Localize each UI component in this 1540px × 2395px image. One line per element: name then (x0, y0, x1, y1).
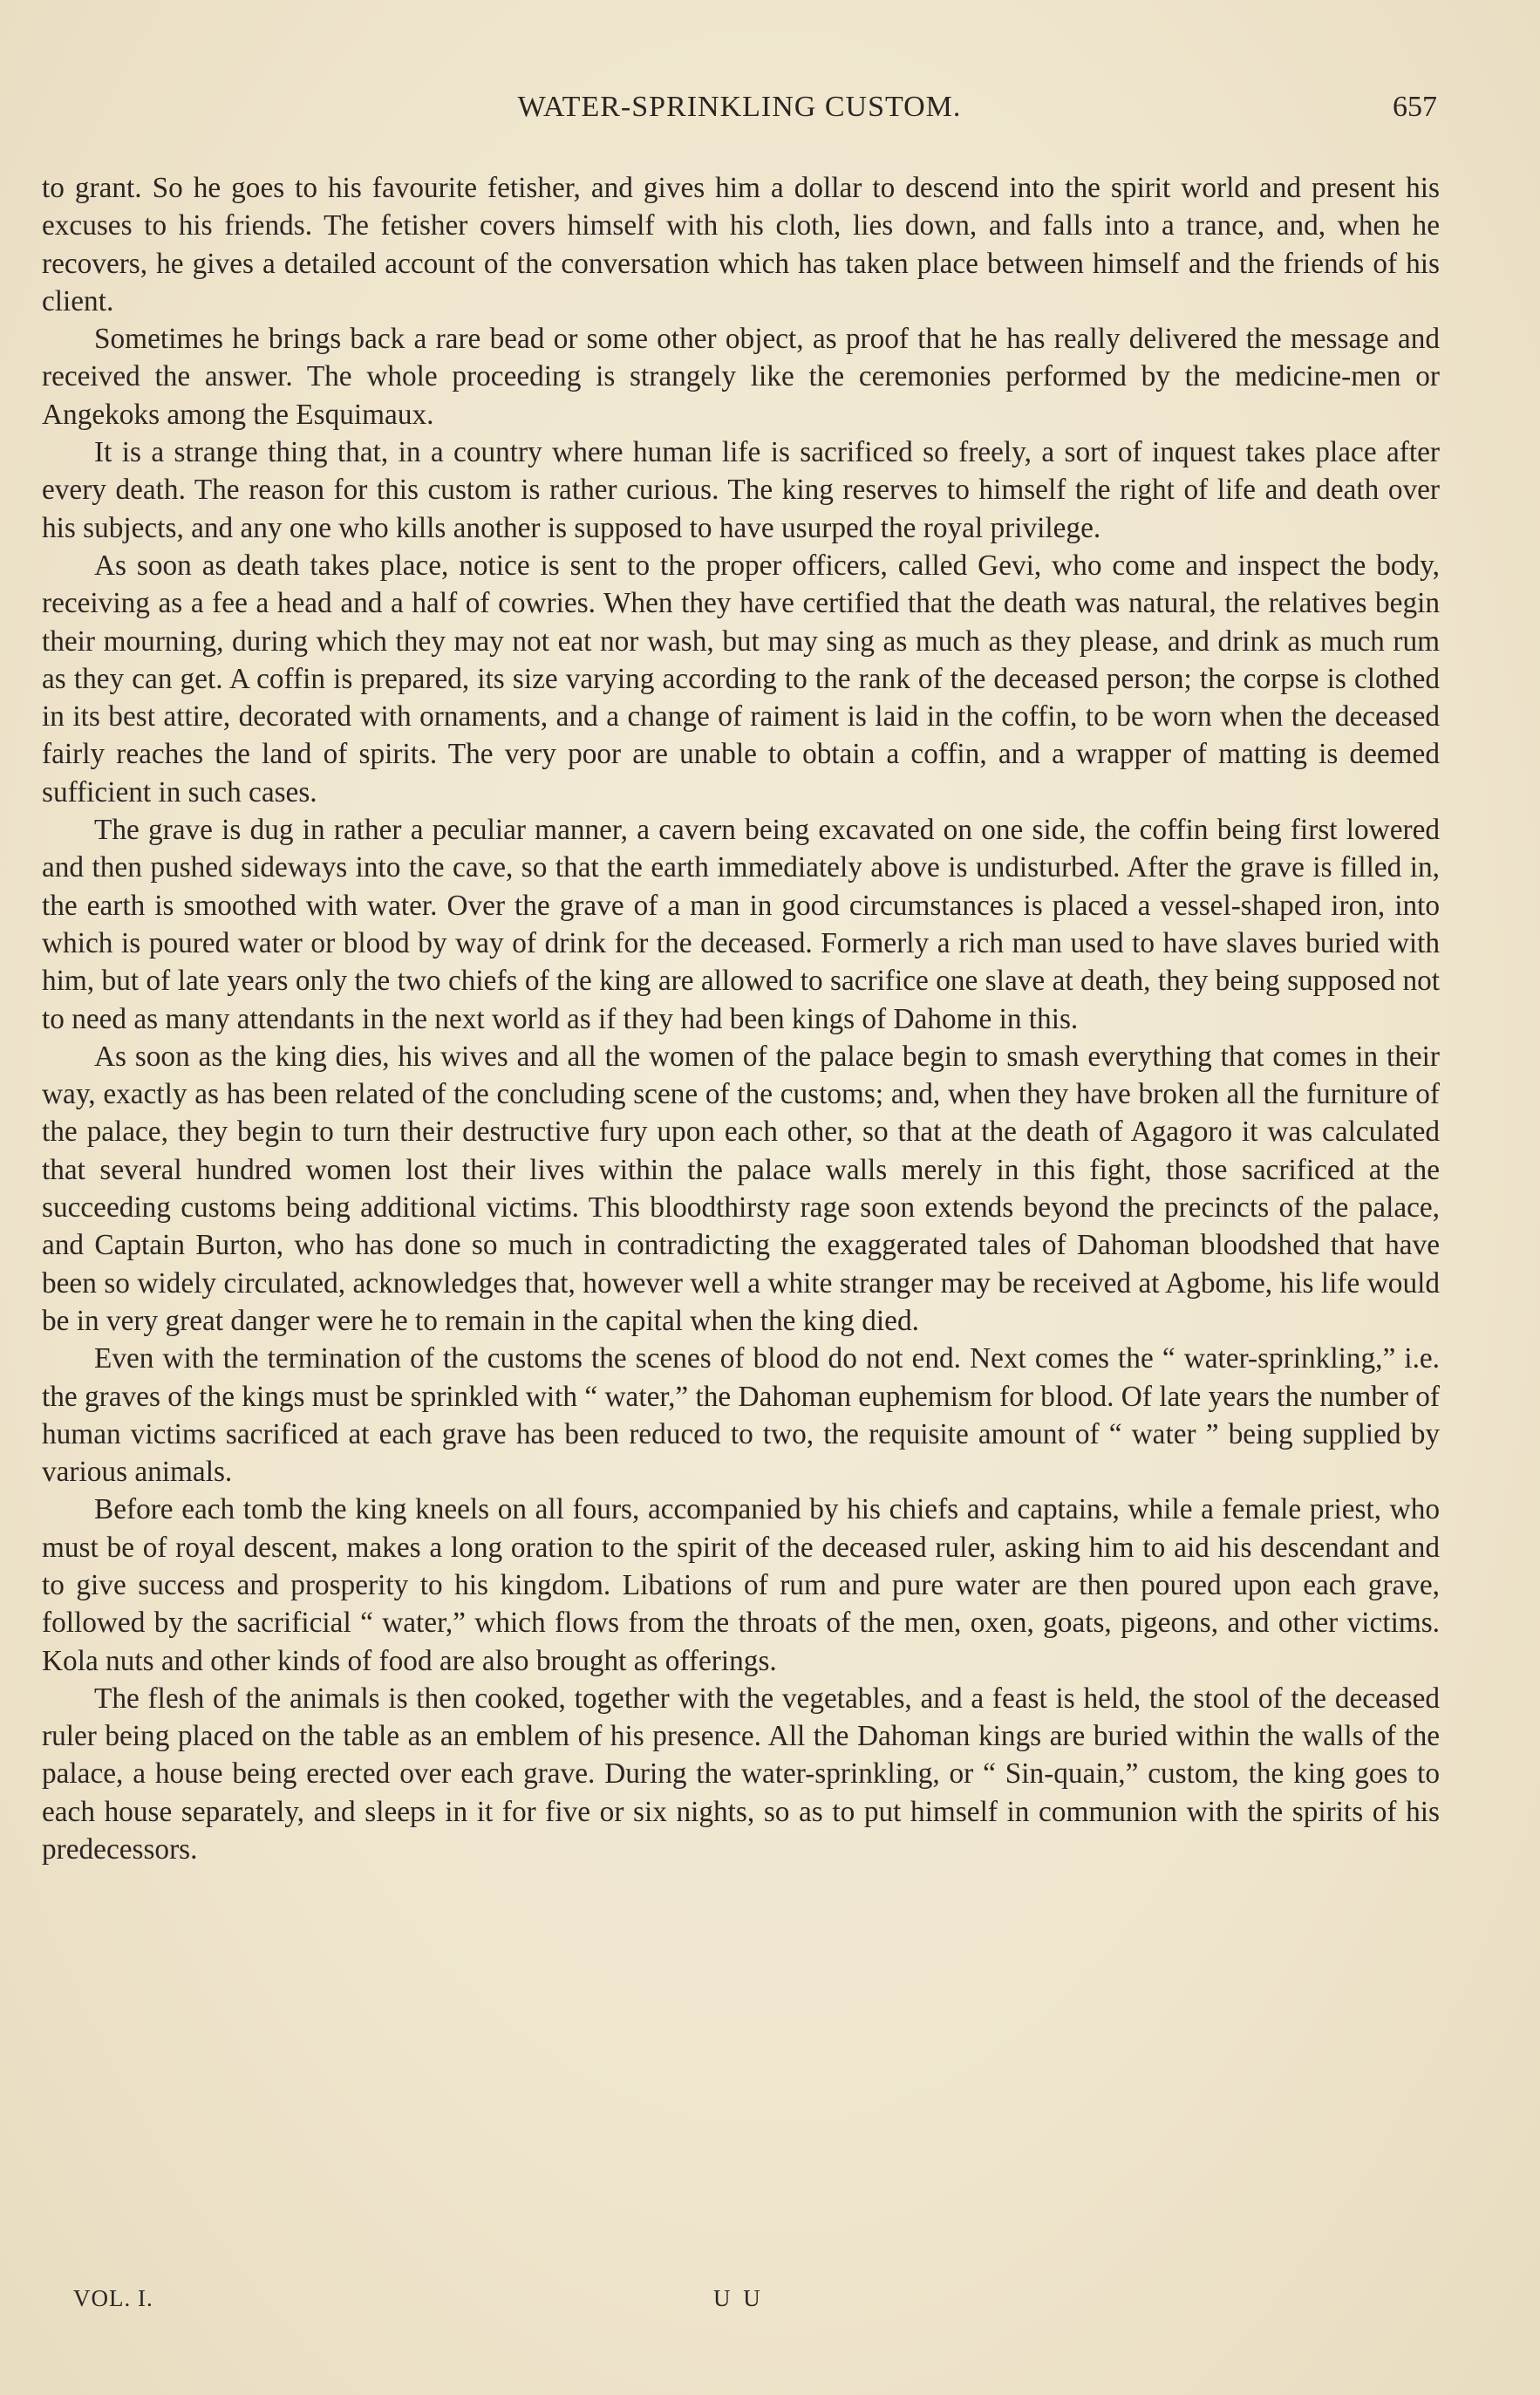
running-head: WATER-SPRINKLING CUSTOM. (517, 91, 962, 123)
page-footer (42, 2285, 1437, 2320)
paragraph: As soon as the king dies, his wives and all the women of the palace begin to smash everything that comes in their way, exactly as has been related of the concluding scene of the customs; and, when they have broken all the furniture of the palace, they begin to turn their destructive fury upon each other, so that at the death of Agagoro it was calculated that several hundred women lost their lives within the palace walls merely in this fight, those sacrificed at the succeeding customs being additional victims. This bloodthirsty rage soon extends beyond the precincts of the palace, and Captain Burton, who has done so much in contradicting the exaggerated tales of Dahoman bloodshed that have been so widely circulated, acknowledges that, however well a white stranger may be received at Agbome, his life would be in very great danger were he to remain in the capital when the king died. (42, 1040, 1440, 1337)
paragraph: Even with the termination of the customs the scenes of blood do not end. Next comes the “ water-sprinkling,” i.e. the graves of the kings must be sprinkled with “ water,” the Dahoman euphemism for blood. Of late years the number of human victims sacrificed at each grave has been reduced to two, the requisite amount of “ water ” being supplied by various animals. (42, 1342, 1440, 1489)
page-header (42, 91, 1437, 134)
paragraph: The grave is dug in rather a peculiar manner, a cavern being excavated on one side, the coffin being first lowered and then pushed sideways into the cave, so that the earth immediately above is undisturbed. After the grave is filled in, the earth is smoothed with water. Over the grave of a man in good circumstances is placed a vessel-shaped iron, into which is poured water or blood by way of drink for the deceased. Formerly a rich man used to have slaves buried with him, but of late years only the two chiefs of the king are allowed to sacrifice one slave at death, they being supposed not to need as many attendants in the next world as if they had been kings of Dahome in this. (42, 814, 1440, 1035)
paragraph: to grant. So he goes to his favourite fetisher, and gives him a dollar to descend into the spirit world and present his excuses to his friends. The fetisher covers himself with his cloth, lies down, and falls into a trance, and, when he recovers, he gives a detailed account of the conversation which has taken place between himself and the friends of his client. (42, 172, 1440, 317)
signature-mark: U U (713, 2285, 764, 2311)
volume-marker: VOL. I. (73, 2285, 153, 2311)
paragraph: As soon as death takes place, notice is sent to the proper officers, called Gevi, who come and inspect the body, receiving as a fee a head and a half of cowries. When they have certified that the death was natural, the relatives begin their mourning, during which they may not eat nor wash, but may sing as much as they please, and drink as much rum as they can get. A coffin is prepared, its size varying according to the rank of the deceased person; the corpse is clothed in its best attire, decorated with ornaments, and a change of raiment is laid in the coffin, to be worn when the deceased fairly reaches the land of spirits. The very poor are unable to obtain a coffin, and a wrapper of matting is deemed sufficient in such cases. (42, 549, 1440, 809)
paragraph: Before each tomb the king kneels on all fours, accompanied by his chiefs and captains, while a female priest, who must be of royal descent, makes a long oration to the spirit of the deceased ruler, asking him to aid his descendant and to give success and prosperity to his kingdom. Libations of rum and pure water are then poured upon each grave, followed by the sacrificial “ water,” which flows from the throats of the men, oxen, goats, pigeons, and other victims. Kola nuts and other kinds of food are also brought as offerings. (42, 1493, 1440, 1677)
paragraph: The flesh of the animals is then cooked, together with the vegetables, and a feast is held, the stool of the deceased ruler being placed on the table as an emblem of his presence. All the Dahoman kings are buried within the walls of the palace, a house being erected over each grave. During the water-sprinkling, or “ Sin-quain,” custom, the king goes to each house separately, and sleeps in it for five or six nights, so as to put himself in communion with the spirits of his predecessors. (42, 1682, 1440, 1866)
paragraph: Sometimes he brings back a rare bead or some other object, as proof that he has really delivered the message and received the answer. The whole proceeding is strangely like the ceremonies performed by the medicine-men or Angekoks among the Esquimaux. (42, 323, 1440, 431)
body-text (42, 169, 1440, 1868)
paragraph: It is a strange thing that, in a country where human life is sacrificed so freely, a sort of inquest takes place after every death. The reason for this custom is rather curious. The king reserves to himself the right of life and death over his subjects, and any one who kills another is supposed to have usurped the royal privilege. (42, 436, 1440, 544)
page-number: 657 (1393, 91, 1437, 123)
